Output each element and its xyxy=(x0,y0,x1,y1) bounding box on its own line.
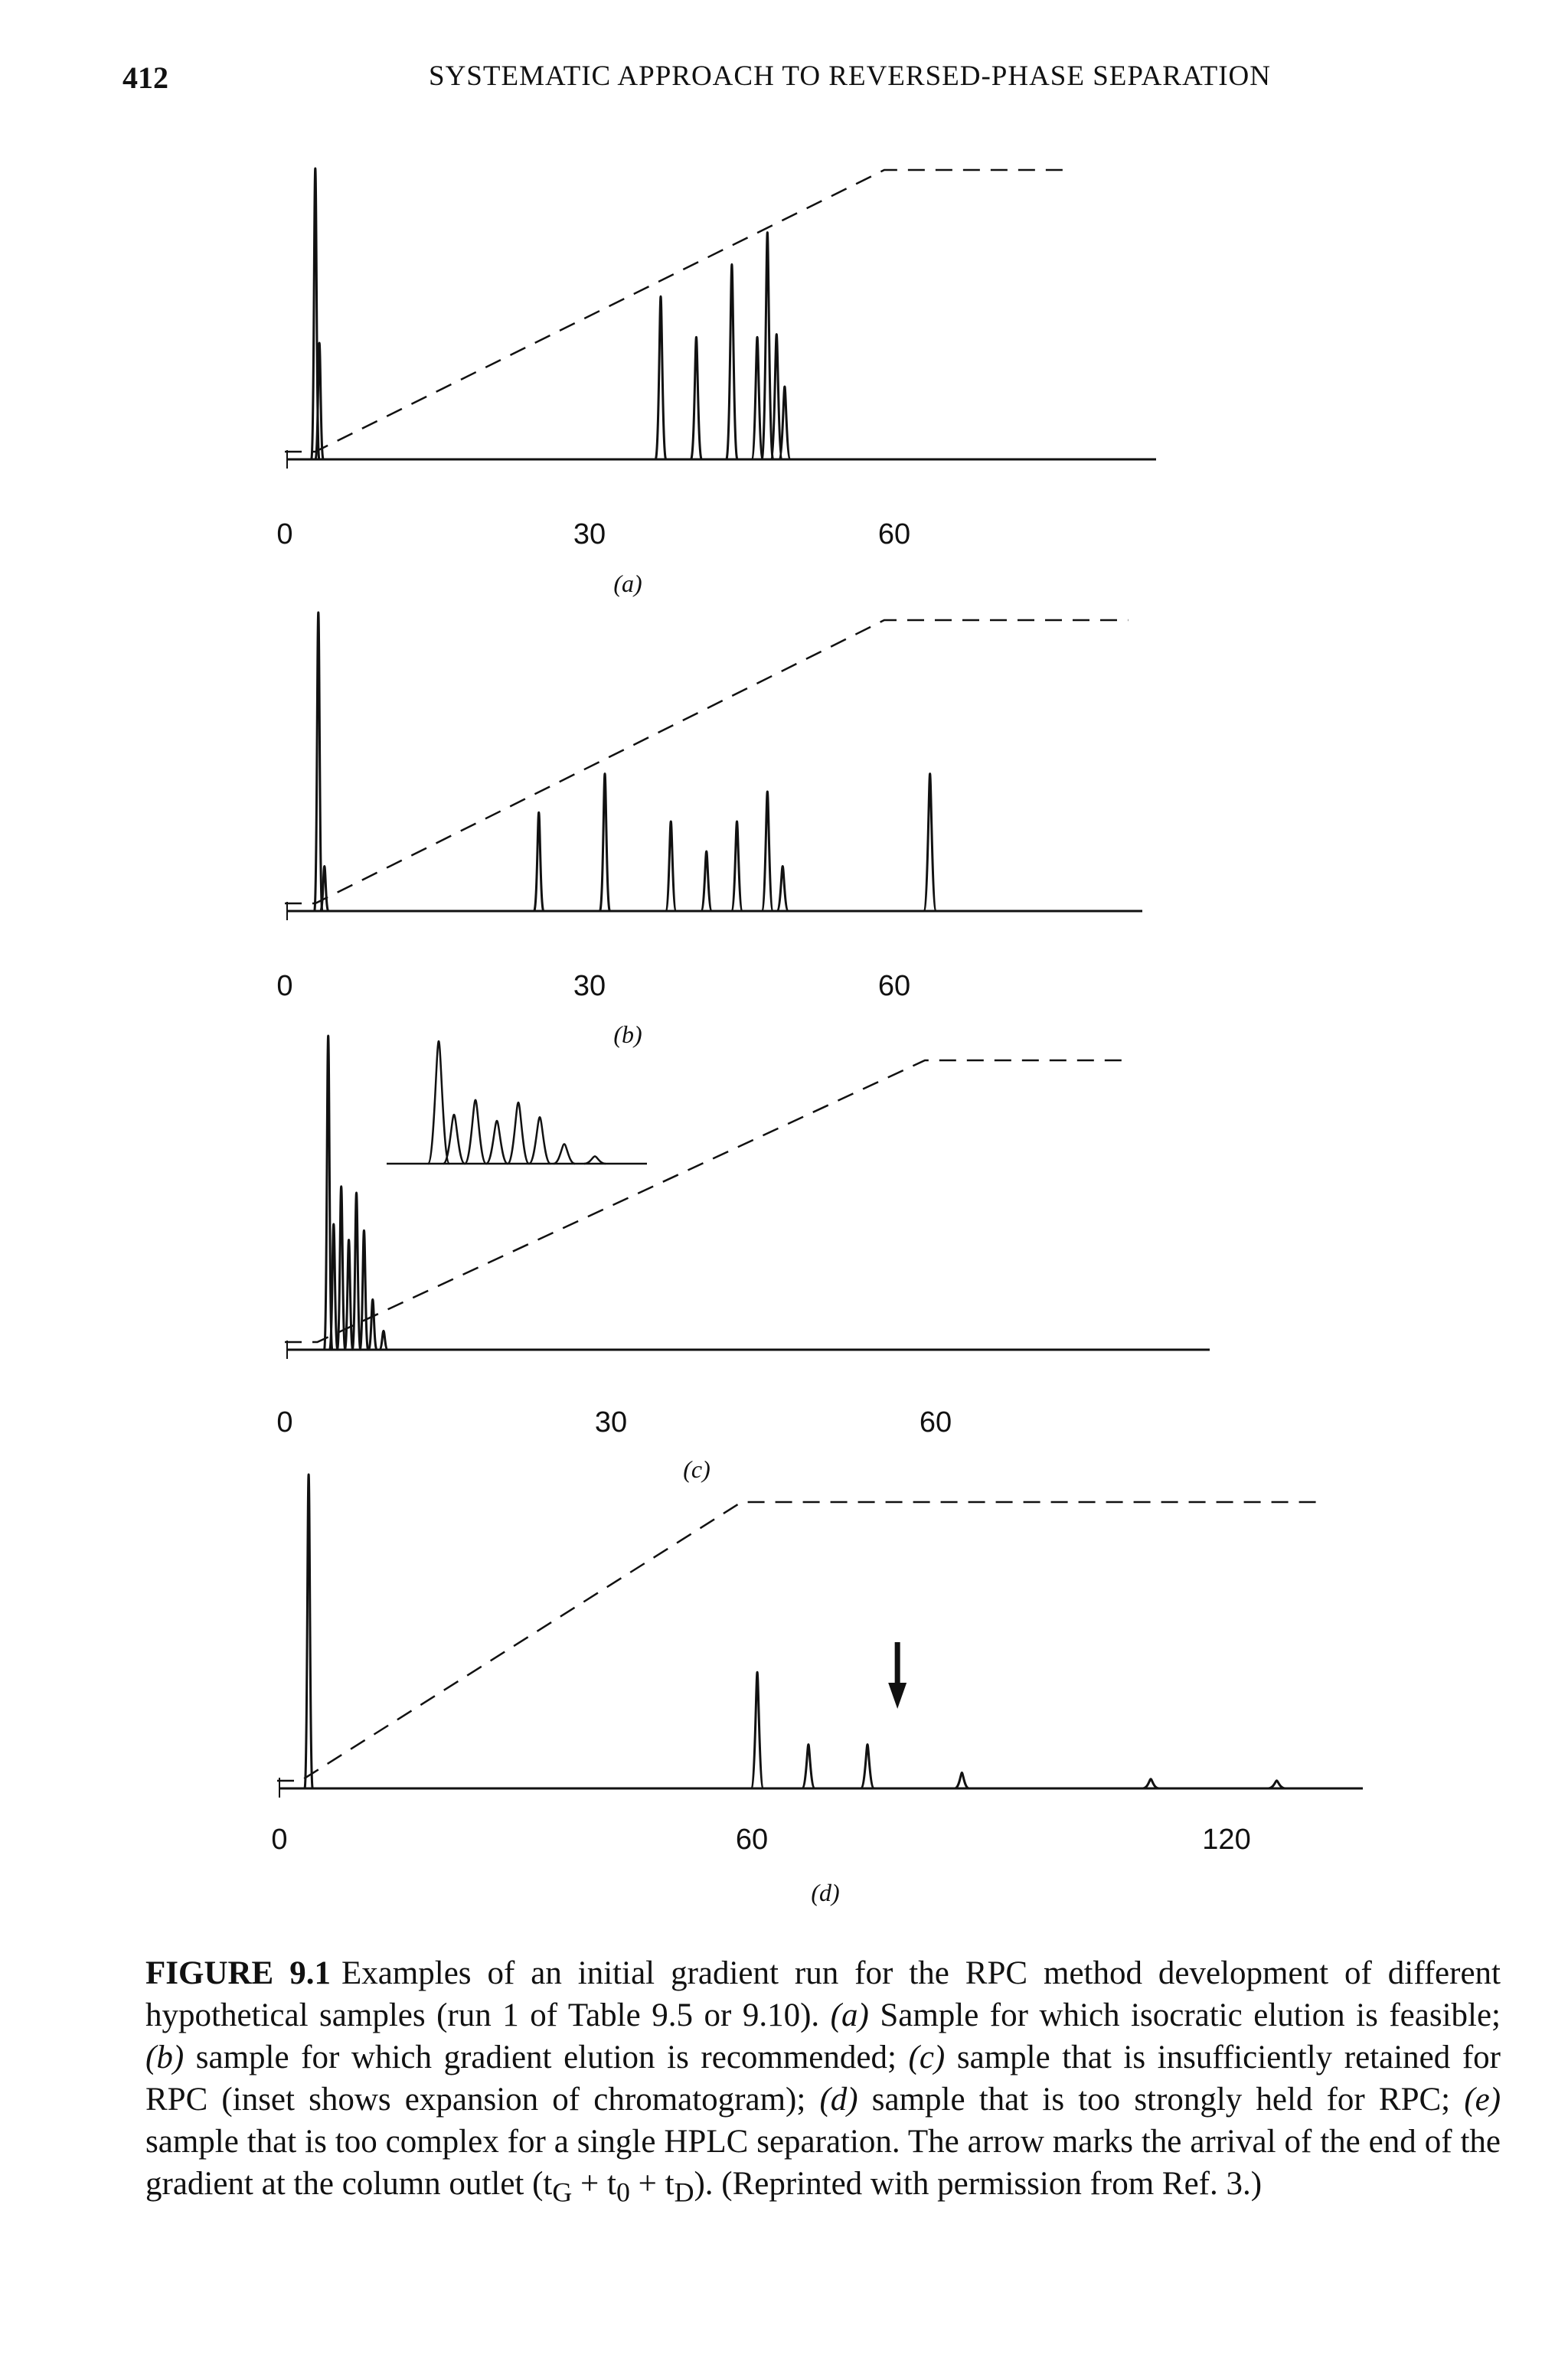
caption-sub-g: G xyxy=(552,2177,573,2208)
panel-c-tick-30: 30 xyxy=(594,1406,628,1439)
peak-7 xyxy=(762,233,773,459)
peak-8 xyxy=(379,1331,387,1350)
inset-peak-4 xyxy=(486,1121,508,1164)
peak-9 xyxy=(777,867,789,912)
inset-peak-5 xyxy=(508,1102,529,1164)
inset-peak-7 xyxy=(554,1144,575,1164)
panel-b-tick-30: 30 xyxy=(573,970,606,1002)
peak-4 xyxy=(691,337,701,459)
figure-caption xyxy=(145,1952,1501,2214)
caption-d-text: sample that is too strongly held for RPC; xyxy=(871,2082,1451,2118)
peak-3 xyxy=(337,1187,345,1350)
peak-5 xyxy=(727,264,737,459)
caption-plus-2: + t xyxy=(629,2166,675,2202)
page-number: 412 xyxy=(122,60,168,95)
figure-id: FIGURE 9.1 xyxy=(145,1955,331,1991)
panel-c-tick-60: 60 xyxy=(919,1406,952,1439)
caption-closing: ). (Reprinted with permission from Ref. 3.) xyxy=(694,2166,1263,2202)
peak-10 xyxy=(923,774,936,911)
panel-a-label: (a) xyxy=(613,570,642,597)
panel-a-tick-60: 60 xyxy=(877,518,911,550)
inset-peak-6 xyxy=(529,1117,550,1164)
caption-c-text: sample that is insufficiently retained for RPC (inset shows expansion of chromatogram); xyxy=(145,2040,1501,2118)
peak-3 xyxy=(802,1745,815,1788)
running-head: SYSTEMATIC APPROACH TO REVERSED-PHASE SEPARATION xyxy=(429,60,1271,92)
inset-peak-2 xyxy=(443,1115,465,1164)
peak-6 xyxy=(701,851,712,911)
inset-peak-8 xyxy=(584,1156,606,1164)
inset-peak-3 xyxy=(465,1100,486,1164)
peak-7 xyxy=(731,821,742,911)
peak-5 xyxy=(665,821,676,911)
caption-a-text: Sample for which isocratic elution is feasible; xyxy=(880,1997,1501,2033)
panel-d xyxy=(271,1475,1363,1906)
peak-6 xyxy=(360,1230,368,1350)
peak-5 xyxy=(955,1773,969,1789)
peak-9 xyxy=(779,387,790,459)
caption-c-label: (c) xyxy=(908,2040,946,2075)
panel-a-tick-30: 30 xyxy=(573,518,606,550)
caption-b-text: sample for which gradient elution is recommended; xyxy=(195,2040,897,2075)
panel-c-label: (c) xyxy=(683,1455,710,1483)
caption-e-text: sample that is too complex for a single HPLC separation. The arrow marks the arrival of the end of the gradient at the column outlet (t xyxy=(145,2124,1501,2202)
peak-8 xyxy=(771,335,782,459)
panel-b-tick-0: 0 xyxy=(276,970,293,1002)
caption-sub-d: D xyxy=(674,2177,694,2208)
caption-e-label: (e) xyxy=(1464,2082,1501,2118)
peak-2 xyxy=(751,1672,763,1788)
gradient-profile xyxy=(285,170,1067,452)
caption-intro: Examples of an initial gradient run for the RPC method development of different hypothetical samples (run 1 of Table 9.5 or 9.10). xyxy=(145,1955,1501,2033)
peak-4 xyxy=(345,1240,353,1350)
peak-8 xyxy=(762,792,773,911)
peak-7 xyxy=(368,1299,377,1350)
peak-3 xyxy=(655,296,666,459)
panel-d-tick-120: 120 xyxy=(1202,1824,1251,1856)
inset-peak-1 xyxy=(428,1041,449,1164)
peak-1 xyxy=(305,1475,312,1788)
panel-b-label: (b) xyxy=(613,1021,642,1048)
panel-d-tick-60: 60 xyxy=(735,1824,769,1856)
peak-6 xyxy=(1143,1779,1159,1788)
caption-plus-1: + t xyxy=(572,2166,616,2202)
panel-d-label: (d) xyxy=(811,1879,840,1906)
panel-c-tick-0: 0 xyxy=(276,1406,293,1439)
panel-a xyxy=(276,168,1156,597)
peak-4 xyxy=(599,774,609,911)
caption-sub-0: 0 xyxy=(616,2177,630,2208)
caption-b-label: (b) xyxy=(145,2040,185,2075)
peak-5 xyxy=(352,1193,361,1350)
panel-a-tick-0: 0 xyxy=(276,518,293,550)
peak-7 xyxy=(1268,1781,1285,1788)
panel-d-tick-0: 0 xyxy=(271,1824,288,1856)
peak-4 xyxy=(861,1745,874,1788)
caption-a-label: (a) xyxy=(830,1997,869,2033)
gradient-profile xyxy=(277,1502,1324,1781)
panel-c xyxy=(276,1036,1210,1483)
panel-b xyxy=(276,612,1142,1048)
panel-b-tick-60: 60 xyxy=(877,970,911,1002)
peak-6 xyxy=(752,337,763,459)
caption-d-label: (d) xyxy=(819,2082,858,2118)
peak-3 xyxy=(534,812,544,911)
peak-1 xyxy=(315,612,322,911)
gradient-end-arrow-icon xyxy=(888,1683,906,1709)
gradient-profile xyxy=(285,1060,1131,1342)
